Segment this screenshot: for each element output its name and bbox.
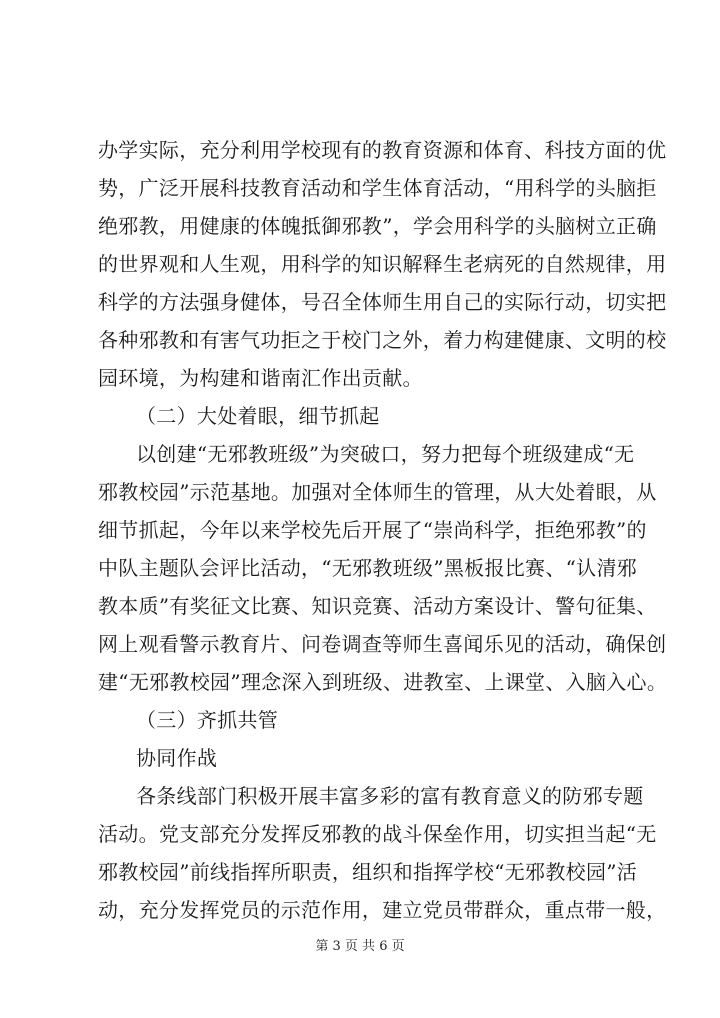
- paragraph-line: 各条线部门积极开展丰富多彩的富有教育意义的防邪专题: [136, 784, 644, 808]
- paragraph-line: 各种邪教和有害气功拒之于校门之外，着力构建健康、文明的校: [98, 328, 667, 352]
- section-subheading: 协同作战: [136, 746, 218, 770]
- paragraph-line: 网上观看警示教育片、问卷调查等师生喜闻乐见的活动，确保创: [98, 632, 667, 656]
- paragraph-line: 科学的方法强身健体，号召全体师生用自己的实际行动，切实把: [98, 290, 667, 314]
- paragraph-line: 细节抓起，今年以来学校先后开展了“崇尚科学，拒绝邪教”的: [98, 518, 647, 542]
- paragraph-line: 活动。党支部充分发挥反邪教的战斗保垒作用，切实担当起“无: [98, 822, 657, 846]
- paragraph-line: 教本质”有奖征文比赛、知识竞赛、活动方案设计、警句征集、: [98, 594, 657, 618]
- paragraph-line: 邪教校园”前线指挥所职责，组织和指挥学校“无邪教校园”活: [98, 860, 638, 884]
- section-heading: （二）大处着眼，细节抓起: [136, 404, 380, 428]
- paragraph-line: 邪教校园”示范基地。加强对全体师生的管理，从大处着眼，从: [98, 480, 657, 504]
- paragraph-line: 园环境，为构建和谐南汇作出贡献。: [98, 366, 423, 390]
- paragraph-line: 办学实际，充分利用学校现有的教育资源和体育、科技方面的优: [98, 138, 667, 162]
- paragraph-line: 势，广泛开展科技教育活动和学生体育活动，“用科学的头脑拒: [98, 176, 657, 200]
- paragraph-line: 建“无邪教校园”理念深入到班级、进教室、上课堂、入脑入心。: [98, 670, 668, 694]
- paragraph-line: 动，充分发挥党员的示范作用，建立党员带群众，重点带一般，: [98, 898, 667, 922]
- paragraph-line: 绝邪教，用健康的体魄抵御邪教”，学会用科学的头脑树立正确: [98, 214, 657, 238]
- section-heading: （三）齐抓共管: [136, 708, 279, 732]
- paragraph-line: 的世界观和人生观，用科学的知识解释生老病死的自然规律，用: [98, 252, 667, 276]
- page-number-footer: 第 3 页 共 6 页: [315, 939, 405, 954]
- paragraph-line: 中队主题队会评比活动，“无邪教班级”黑板报比赛、“认清邪: [98, 556, 638, 580]
- paragraph-line: 以创建“无邪教班级”为突破口，努力把每个班级建成“无: [136, 442, 635, 466]
